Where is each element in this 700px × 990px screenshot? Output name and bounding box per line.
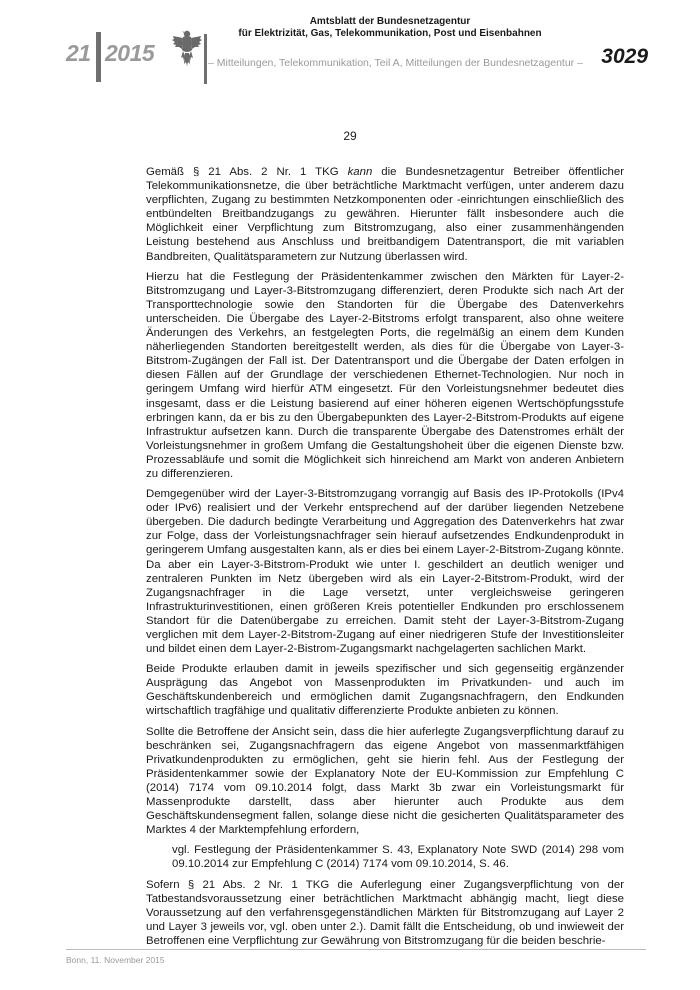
gazette-title [210,16,570,40]
body-text [146,165,624,954]
page-number: 3029 [601,45,648,68]
issue-number: 21 [66,40,91,66]
header-separator [96,32,101,82]
section-number: 29 [343,129,357,143]
gazette-subtitle: – Mitteilungen, Telekommunikation, Teil A, Mitteilungen der Bundesnetzagentur – [208,57,583,69]
paragraph-1-emphasis: kann [347,166,373,178]
paragraph-4: Beide Produkte erlauben damit in jeweils spezifischer und sich gegenseitig ergänzender Ausprägung das Angebot von Massenprodukten im Privatkunden- und auch im Geschäftskundenbereich und ermöglichen damit Zugangsnachfragern, den Endkunden wirtschaftlich tragfähige und qualitativ differenzierte Produkte anbieten zu können. [146,663,624,718]
gazette-title-line1: Amtsblatt der Bundesnetzagentur [309,16,471,27]
issue-year: 2015 [105,40,155,66]
paragraph-1-pre: Gemäß § 21 Abs. 2 Nr. 1 TKG [146,166,348,178]
federal-eagle-icon [171,28,203,68]
paragraph-1 [146,165,624,264]
gazette-title-line2: für Elektrizität, Gas, Telekommunikation, Post und Eisenbahnen [238,28,542,39]
paragraph-5: Sollte die Betroffene der Ansicht sein, dass die hier auferlegte Zugangsverpflichtung darauf zu beschränken sei, Zugangsnachfragern das eigene Angebot von massenmarktfähigen Privatkundenprodukten zu ermöglichen, geht sie hierin fehl. Aus der Festlegung der Präsidentenkammer sowie der Explanatory Note der EU-Kommission zur Empfehlung C (2014) 7174 vom 09.10.2014 folgt, dass Markt 3b zwar ein Vorleistungsmarkt für Massenprodukte darstellt, dass aber hierunter auch Produkte aus dem Geschäftskundensegment fallen, solange diese nicht die gesicherten Qualitätsparameter des Marktes 4 der Marktempfehlung erfordern, [146,725,624,837]
header-separator-right [204,34,207,84]
paragraph-6: Sofern § 21 Abs. 2 Nr. 1 TKG die Auferlegung einer Zugangsverpflichtung von der Tatbestandsvoraussetzung einer beträchtlichen Marktmacht abhängig macht, liegt diese Voraussetzung auf den verfahrensgegenständlichen Märkten für Bitstromzugang auf Layer 2 und Layer 3 jeweils vor, vgl. oben unter 2.). Damit fällt die Entscheidung, ob und inwieweit der Betroffenen eine Verpflichtung zur Gewährung von Bitstromzugang für die beiden beschrie- [146,878,624,947]
footer-date: Bonn, 11. November 2015 [66,955,165,965]
paragraph-3: Demgegenüber wird der Layer-3-Bitstromzugang vorrangig auf Basis des IP-Protokolls (IPv4 oder IPv6) realisiert und der Verkehr entsprechend auf der darüber liegenden Netzebene übergeben. Die dadurch bedingte Verarbeitung und Aggregation des Datenverkehrs hat zwar zur Folge, dass der Vorleistungsnachfrager sein hierauf aufsetzendes Endkundenprodukt in geringerem Umfang ausgestalten kann, als er dies bei einem Layer-2-Bitstrom-Zugang könnte. Da aber ein Layer-3-Bitstrom-Produkt wie unter I. geschildert an deutlich weniger und zentraleren Punkten im Netz übergeben wird als ein Layer-2-Bitstrom-Produkt, wird der Zugangsnachfrager in die Lage versetzt, unter vergleichsweise geringeren Infrastrukturinvestitionen, einen größeren Kreis potentieller Endkunden pro erschlossenem Standort für die Datenübergabe zu erreichen. Damit steht der Layer-3-Bitstrom-Zugang verglichen mit dem Layer-2-Bitstrom-Zugang auf einer niedrigeren Stufe der Investitionsleiter und bildet einen dem Layer-2-Bistrom-Zugangsmarkt nachgelagerten sachlichen Markt. [146,488,624,656]
footer-divider [66,949,646,950]
paragraph-1-post: die Bundesnetzagentur Betreiber öffentlicher Telekommunikationsnetze, die über beträchtliche Marktmacht verfügen, unter anderem dazu verpflichten, Zugang zu bestimmten Netzkomponenten oder -einrichtungen einschließlich des entbündelten Breitbandzugangs zu gewähren. Hierunter fällt insbesondere auch die Möglichkeit einer Verpflichtung zum Bitstromzugang, also einer zusammenhängenden Leistung bestehend aus Anschluss und breitbandigem Datentransport, die mit variablen Bandbreiten, Qualitätsparametern zur Nutzung überlassen wird. [146,166,625,263]
paragraph-2: Hierzu hat die Festlegung der Präsidentenkammer zwischen den Märkten für Layer-2-Bitstromzugang und Layer-3-Bitstromzugang differenziert, deren Produkte sich nach Art der Transporttechnologie sowie den Standorten für die Übergabe des Datenverkehrs unterscheiden. Die Übergabe des Layer-2-Bitstroms erfolgt transparent, also ohne weitere Änderungen des Verkehrs, an festgelegten Ports, die regelmäßig an einem dem Kunden näherliegenden Standorten bereitgestellt werden, als dies für die Übergabe von Layer-3-Bitstrom-Zugängen der Fall ist. Der Datentransport und die Übergabe der Daten erfolgen in diesen Fällen auf der Grundlage der verschiedenen Ethernet-Technologien. Nur noch in geringem Umfang wird hierfür ATM eingesetzt. Für den Vorleistungsnehmer bedeutet dies insgesamt, dass er die Leistung basierend auf einer höheren eigenen Wertschöpfungsstufe erbringen kann, da er bis zu den Übergabepunkten des Layer-2-Bitstrom-Produkts auf eigene Infrastruktur aufsetzen kann. Durch die transparente Übergabe des Datenstromes erhält der Vorleistungsnehmer in großem Umfang die Gestaltungshoheit über die eigenen Dienste bzw. Prozessabläufe und somit die Möglichkeit sich hinreichend am Markt von anderen Anbietern zu differenzieren. [146,270,624,480]
citation-quote: vgl. Festlegung der Präsidentenkammer S. 43, Explanatory Note SWD (2014) 298 vom 09.10.2014 zur Empfehlung C (2014) 7174 vom 09.10.2014, S. 46. [172,844,624,871]
